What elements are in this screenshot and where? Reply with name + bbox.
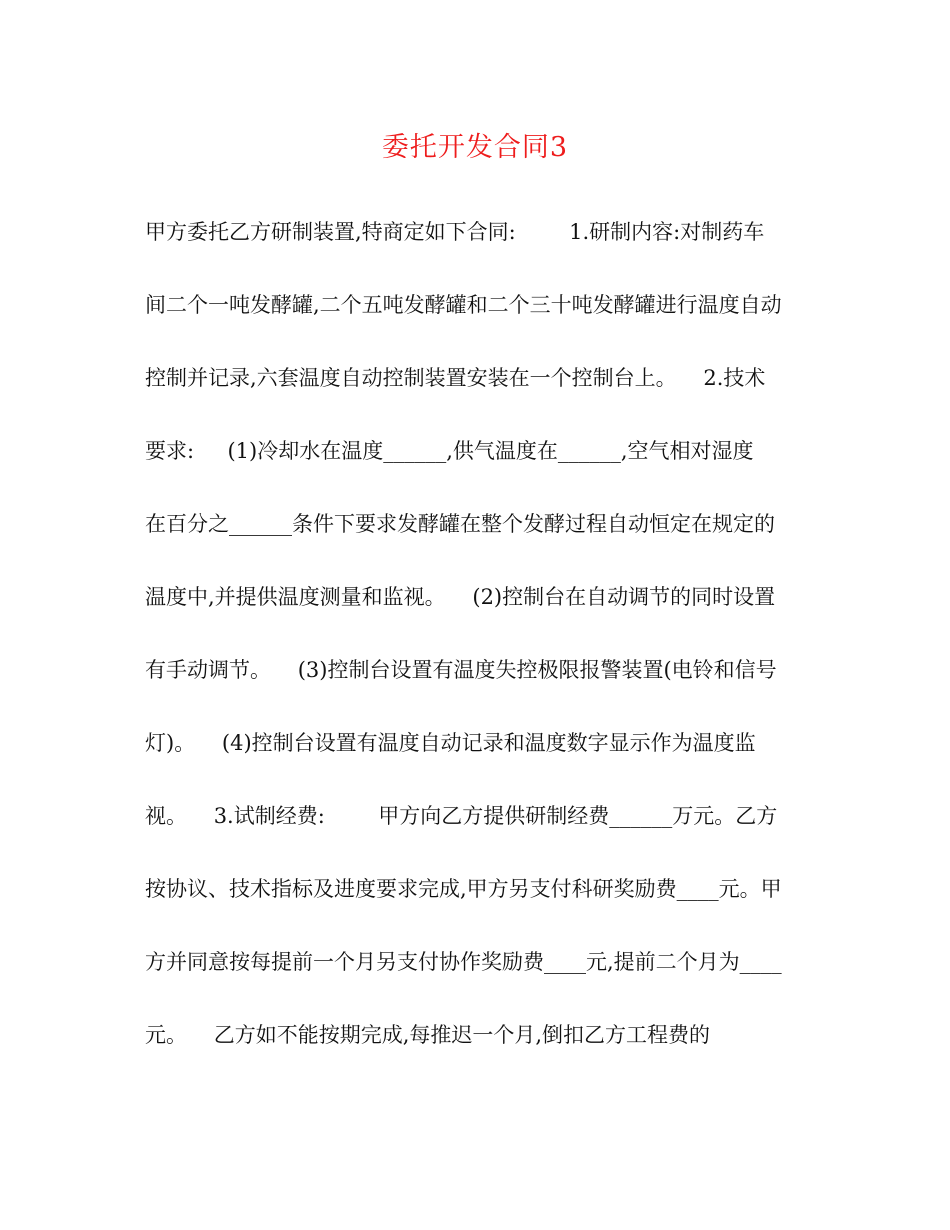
body-text-line: 间二个一吨发酵罐,二个五吨发酵罐和二个三十吨发酵罐进行温度自动 [145,293,782,317]
body-text-line: 要求: (1)冷却水在温度______,供气温度在______,空气相对湿度 [145,439,754,463]
body-text-line: 有手动调节。 (3)控制台设置有温度失控极限报警装置(电铃和信号 [145,658,777,682]
body-text-line: 灯)。 (4)控制台设置有温度自动记录和温度数字显示作为温度监 [145,731,756,755]
body-text-line: 方并同意按每提前一个月另支付协作奖励费____元,提前二个月为____ [145,950,782,974]
body-text-line: 按协议、技术指标及进度要求完成,甲方另支付科研奖励费____元。甲 [145,877,782,901]
document-title: 委托开发合同3 [381,132,569,163]
body-text-line: 控制并记录,六套温度自动控制装置安装在一个控制台上。 2.技术 [145,366,766,390]
body-text-line: 视。 3.试制经费: 甲方向乙方提供研制经费______万元。乙方 [145,804,778,828]
body-text-line: 甲方委托乙方研制装置,特商定如下合同: 1.研制内容:对制药车 [145,220,765,244]
body-text-line: 温度中,并提供温度测量和监视。 (2)控制台在自动调节的同时设置 [145,585,776,609]
body-text-line: 元。 乙方如不能按期完成,每推迟一个月,倒扣乙方工程费的 [145,1023,711,1047]
body-text-line: 在百分之______条件下要求发酵罐在整个发酵过程自动恒定在规定的 [145,512,775,536]
